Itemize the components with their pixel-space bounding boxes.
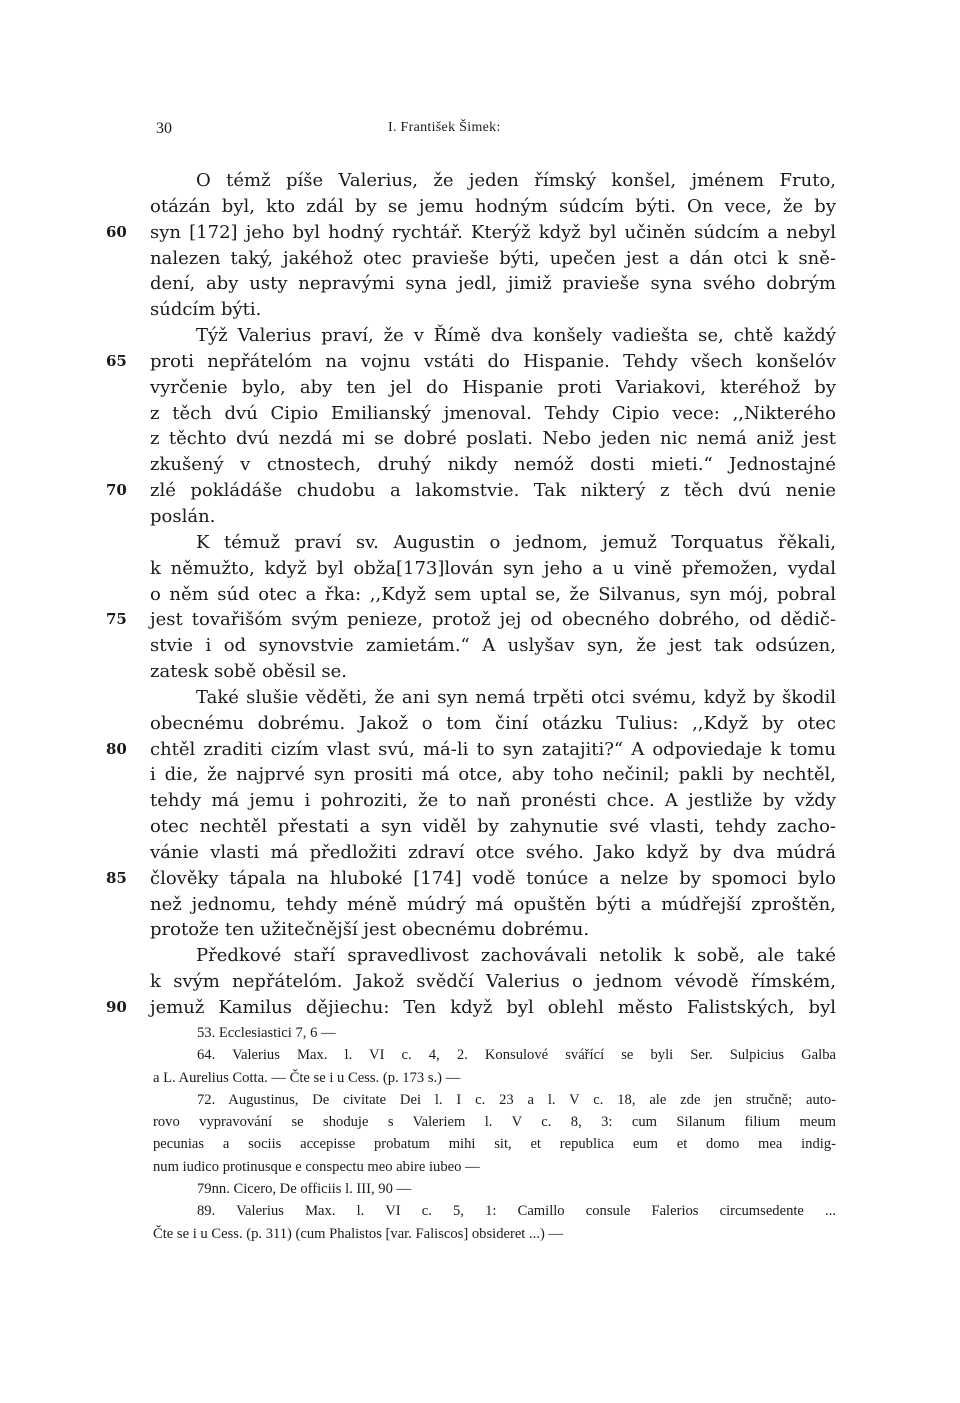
- text-line: [150, 659, 836, 685]
- footnote-line: 89. Valerius Max. l. VI c. 5, 1: Camillo consule Falerios circumsedente ...: [197, 1203, 836, 1220]
- line-number: 85: [106, 868, 127, 887]
- line-text: otázán byl, kto zdál by se jemu hodným súdcím býti. On vece, že by: [150, 195, 836, 217]
- text-line: [150, 194, 836, 220]
- text-line: [150, 426, 836, 452]
- line-text: i die, že najprvé syn prositi má otce, aby toho nečinil; pakli by nechtěl,: [150, 764, 836, 786]
- line-text: o něm súd otec a řka: ,,Když sem uptal se, že Silvanus, syn mój, pobral: [150, 583, 836, 605]
- line-text: k němužto, když byl obža[173]lován syn jeho a u vině přemožen, vydal: [150, 557, 836, 579]
- page-number: 30: [156, 120, 172, 137]
- text-line: [150, 943, 836, 969]
- footnote-line: 53. Ecclesiastici 7, 6 —: [197, 1025, 336, 1041]
- line-text: dení, aby usty nepravými syna jedl, jimiž pravieše syna svého dobrým: [150, 273, 836, 295]
- text-line: [150, 246, 836, 272]
- text-line: [150, 892, 836, 918]
- footnote-line: 79nn. Cicero, De officiis l. III, 90 —: [197, 1181, 412, 1198]
- line-number: 90: [106, 998, 127, 1016]
- text-line: [150, 452, 836, 478]
- text-line: [150, 582, 836, 608]
- line-text: O témž píše Valerius, že jeden římský konšel, jménem Fruto,: [196, 170, 836, 191]
- line-text: Týž Valerius praví, že v Římě dva konšely vadiešta se, chtě každý: [196, 325, 836, 347]
- line-text: otec nechtěl přestati a syn viděl by zahynutie své vlasti, tehdy zacho-: [150, 816, 836, 838]
- text-line: [150, 788, 836, 814]
- line-text: než jednomu, tehdy méně múdrý má opuštěn býti a múdřejší zproštěn,: [150, 893, 836, 915]
- line-text: súdcím býti.: [150, 299, 262, 321]
- line-text: zatesk sobě oběsil se.: [150, 661, 348, 683]
- text-line: [150, 168, 836, 194]
- line-text: vánie vlasti má předložiti zdraví otce svého. Jako když by dva múdrá: [150, 841, 836, 863]
- line-text: Také slušie věděti, že ani syn nemá trpěti otci svému, když by škodil: [196, 686, 836, 708]
- line-text: obecnému dobrému. Jakož o tom činí otázku Tulius: ,,Když by otec: [150, 712, 836, 734]
- line-text: zkušený v ctnostech, druhý nikdy nemóž dosti mieti.“ Jednostajné: [150, 454, 836, 476]
- text-line: [150, 401, 836, 427]
- text-line: [150, 633, 836, 659]
- line-text: poslán.: [150, 505, 216, 527]
- line-text: stvie i od synovstvie zamietám.“ A uslyšav syn, že jest tak odsúzen,: [150, 635, 836, 657]
- text-line: [150, 323, 836, 349]
- line-text: Předkové staří spravedlivost zachovávali netolik k sobě, ale také: [196, 945, 836, 967]
- line-number: 80: [106, 739, 127, 758]
- text-line: [106, 607, 836, 633]
- text-line: [150, 685, 836, 711]
- line-number: 60: [106, 222, 127, 241]
- running-head: I. František Šimek:: [388, 120, 501, 135]
- text-line: [150, 840, 836, 866]
- line-text: jemuž Kamilus dějiechu: Ten když byl oblehl město Falistských, byl: [150, 997, 836, 1018]
- footnote-line: rovo vypravování se shoduje s Valeriem l. V c. 8, 3: cum Silanum filium meum: [153, 1114, 836, 1131]
- text-line: [106, 349, 836, 375]
- text-line: [106, 737, 836, 763]
- line-text: syn [172] jeho byl hodný rychtář. Kterýž když byl učiněn súdcím a nebyl: [150, 221, 836, 243]
- text-line: [150, 530, 836, 556]
- line-text: chtěl zraditi cizím vlast svú, má-li to syn zatajiti?“ A odpoviedaje k tomu: [150, 738, 836, 760]
- line-number: 75: [106, 610, 127, 629]
- line-text: vyrčenie bylo, aby ten jel do Hispanie proti Variakovi, kteréhož by: [150, 376, 836, 398]
- text-line: [150, 969, 836, 995]
- text-line: [106, 866, 836, 892]
- text-line: [150, 271, 836, 297]
- text-line: [150, 711, 836, 737]
- line-text: nalezen taký, jakéhož otec pravieše býti, upečen jest a dán otci k sně-: [150, 247, 836, 269]
- text-line: [150, 814, 836, 840]
- line-number: 65: [106, 351, 127, 370]
- text-line: [106, 478, 836, 504]
- footnote-line: a L. Aurelius Cotta. — Čte se i u Cess. (p. 173 s.) —: [153, 1069, 461, 1086]
- line-text: proti nepřátelóm na vojnu vstáti do Hispanie. Tehdy všech konšelóv: [150, 350, 836, 372]
- text-line: [150, 297, 836, 323]
- text-line: [150, 556, 836, 582]
- text-line: [150, 917, 836, 943]
- footnote-line: 64. Valerius Max. l. VI c. 4, 2. Konsulové svářící se byli Ser. Sulpicius Galba: [197, 1047, 836, 1064]
- footnotes: [153, 1022, 836, 1245]
- line-text: jest tovařišóm svým penieze, protož jej od obecného dobrého, od dědič-: [150, 609, 836, 631]
- footnote-line: pecunias a sociis accepisse probatum mihi sit, et republica eum et domo mea indig-: [153, 1136, 836, 1153]
- text-line: [150, 375, 836, 401]
- line-text: tehdy má jemu i pohroziti, že to naň pronésti chce. A jestliže by vždy: [150, 790, 836, 812]
- line-text: z těch dvú Cipio Emilianský jmenoval. Tehdy Cipio vece: ,,Nikterého: [150, 402, 836, 424]
- footnote-line: num iudico protinusque e conspectu meo abire iubeo —: [153, 1158, 480, 1175]
- line-text: K témuž praví sv. Augustin o jednom, jemuž Torquatus řěkali,: [196, 531, 836, 553]
- text-line: [150, 504, 836, 530]
- line-text: člověky tápala na hluboké [174] vodě tonúce a nelze by spomoci bylo: [150, 867, 836, 889]
- line-text: z těchto dvú nezdá mi se dobré poslati. Nebo jeden nic nemá aniž jest: [150, 428, 836, 450]
- text-line: [106, 220, 836, 246]
- footnote-line: 72. Augustinus, De civitate Dei l. I c. 23 a l. V c. 18, ale zde jen stručně; auto-: [197, 1091, 836, 1108]
- text-line: [106, 995, 836, 1021]
- line-number: 70: [106, 481, 127, 500]
- line-text: k svým nepřátelóm. Jakož svědčí Valerius o jednom vévodě římském,: [150, 971, 836, 993]
- page-header: [150, 120, 836, 140]
- text-line: [150, 762, 836, 788]
- line-text: protože ten užitečnější jest obecnému dobrému.: [150, 919, 590, 941]
- line-text: zlé pokládáše chudobu a lakomstvie. Tak nikterý z těch dvú nenie: [150, 480, 836, 502]
- main-text: [106, 168, 836, 1021]
- footnote-line: Čte se i u Cess. (p. 311) (cum Phalistos [var. Faliscos] obsideret ...) —: [153, 1225, 564, 1242]
